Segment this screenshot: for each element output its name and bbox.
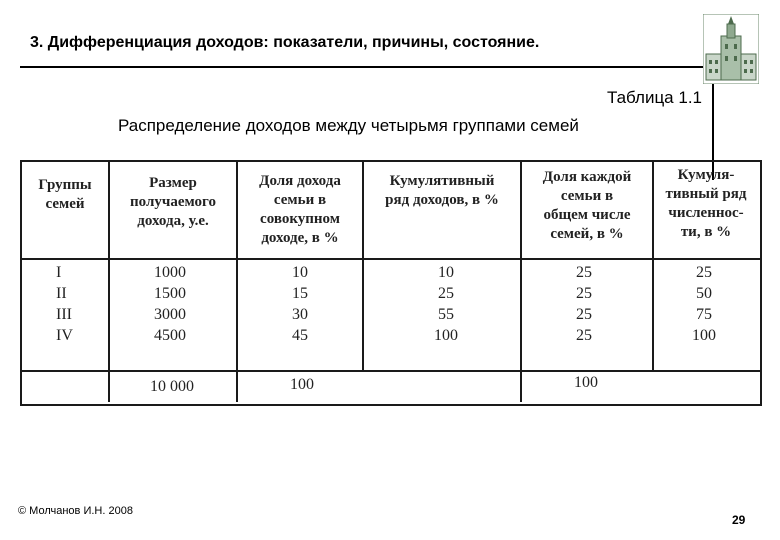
total-income: 10 000 — [150, 378, 194, 395]
table-title: Распределение доходов между четырьмя группами семей — [118, 116, 579, 135]
income-distribution-table — [20, 160, 760, 404]
cumulative-count-column: 25 50 75 100 — [692, 264, 716, 344]
total-income-share: 100 — [290, 376, 314, 393]
table-number: Таблица 1.1 — [606, 88, 702, 107]
totals-separator — [20, 370, 760, 372]
header-cumulative-income: Кумулятивный ряд доходов, в % — [385, 173, 499, 208]
header-income-size: Размер получаемого дохода, у.е. — [130, 175, 216, 229]
copyright: © Молчанов И.Н. 2008 — [18, 505, 133, 517]
group-column: I II III IV — [56, 264, 73, 344]
page-title: 3. Дифференциация доходов: показатели, причины, состояние. — [30, 34, 540, 51]
header-separator — [20, 258, 760, 260]
income-column: 1000 1500 3000 4500 — [154, 264, 186, 344]
income-share-column: 10 15 30 45 — [292, 264, 308, 344]
cumulative-income-column: 10 25 55 100 — [434, 264, 458, 344]
header-income-share: Доля дохода семьи в совокупном доходе, в % — [259, 173, 341, 246]
header-cumulative-count: Кумуля- тивный ряд численнос- ти, в % — [665, 167, 747, 240]
university-building-logo — [703, 14, 759, 84]
family-share-column: 25 25 25 25 — [576, 264, 592, 344]
header-families-group: Группы семей — [38, 177, 92, 212]
page-number: 29 — [732, 513, 746, 527]
header-divider — [20, 66, 712, 68]
total-family-share: 100 — [574, 374, 598, 391]
header-family-share: Доля каждой семьи в общем числе семей, в % — [542, 169, 632, 242]
